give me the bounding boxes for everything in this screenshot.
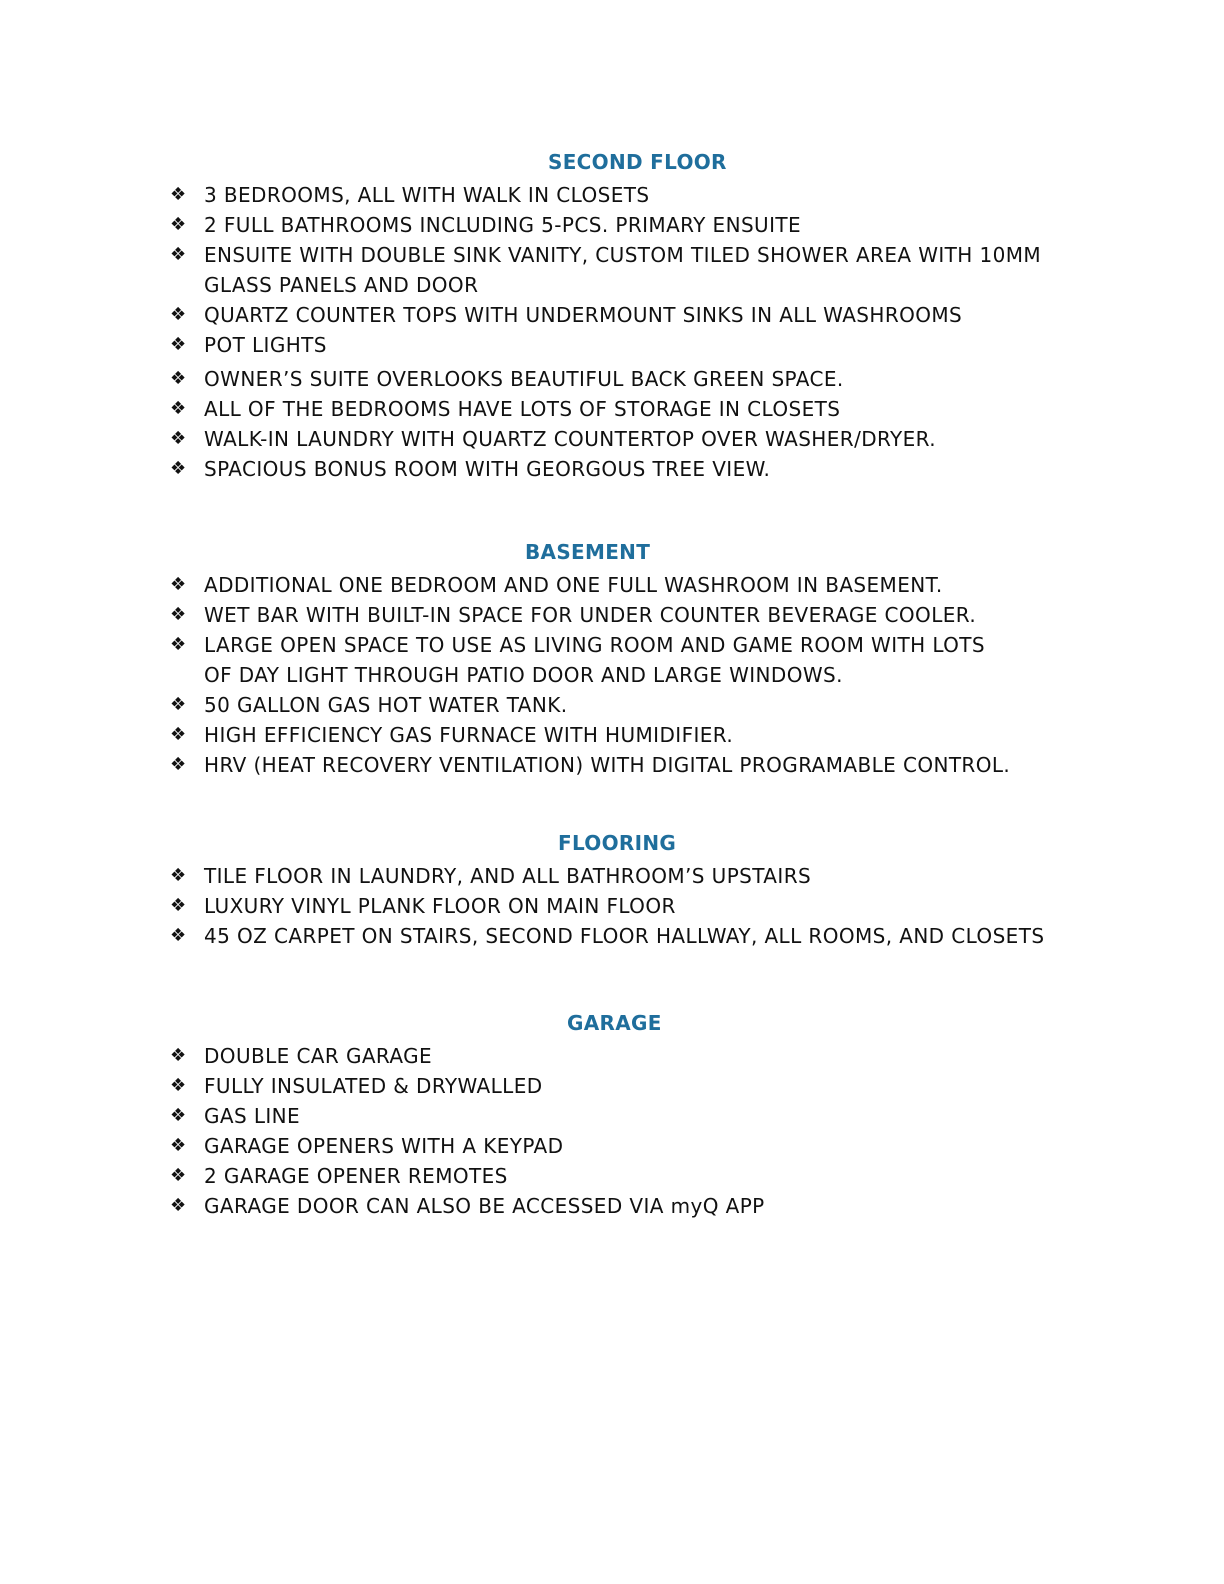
list-item-text: POT LIGHTS	[204, 333, 327, 357]
list-item-text: WALK-IN LAUNDRY WITH QUARTZ COUNTERTOP OVER WASHER/DRYER.	[204, 427, 937, 451]
list-item	[168, 1131, 1098, 1161]
list-item	[168, 424, 1098, 454]
list-item-text: HRV (HEAT RECOVERY VENTILATION) WITH DIGITAL PROGRAMABLE CONTROL.	[204, 753, 1011, 777]
diamond-bullet-icon: ❖	[170, 184, 187, 205]
list-item	[168, 364, 1098, 394]
diamond-bullet-icon: ❖	[170, 754, 187, 775]
list-item	[168, 600, 1098, 630]
diamond-bullet-icon: ❖	[170, 1195, 187, 1216]
feature-list	[168, 180, 1098, 484]
diamond-bullet-icon: ❖	[170, 574, 187, 595]
list-item-text: 45 OZ CARPET ON STAIRS, SECOND FLOOR HALLWAY, ALL ROOMS, AND CLOSETS	[204, 924, 1045, 948]
section-title: BASEMENT	[525, 540, 651, 564]
diamond-bullet-icon: ❖	[170, 694, 187, 715]
diamond-bullet-icon: ❖	[170, 1165, 187, 1186]
list-item	[168, 394, 1098, 424]
list-item-text: ENSUITE WITH DOUBLE SINK VANITY, CUSTOM TILED SHOWER AREA WITH 10MM GLASS PANELS AND DOOR	[204, 243, 1042, 297]
list-item	[168, 210, 1098, 240]
list-item	[168, 300, 1098, 330]
diamond-bullet-icon: ❖	[170, 304, 187, 325]
section-title: SECOND FLOOR	[548, 150, 727, 174]
list-item-text: SPACIOUS BONUS ROOM WITH GEORGOUS TREE VIEW.	[204, 457, 771, 481]
list-item-text: 2 FULL BATHROOMS INCLUDING 5-PCS. PRIMARY ENSUITE	[204, 213, 802, 237]
diamond-bullet-icon: ❖	[170, 398, 187, 419]
list-item	[168, 630, 1014, 690]
feature-list	[168, 570, 1098, 780]
diamond-bullet-icon: ❖	[170, 895, 187, 916]
diamond-bullet-icon: ❖	[170, 1105, 187, 1126]
diamond-bullet-icon: ❖	[170, 1075, 187, 1096]
list-item-text: GARAGE OPENERS WITH A KEYPAD	[204, 1134, 564, 1158]
list-item	[168, 180, 1098, 210]
list-item	[168, 921, 1098, 951]
list-item-text: GARAGE DOOR CAN ALSO BE ACCESSED VIA myQ APP	[204, 1194, 765, 1218]
list-item	[168, 570, 1098, 600]
list-item-text: OWNER’S SUITE OVERLOOKS BEAUTIFUL BACK GREEN SPACE.	[204, 367, 844, 391]
feature-list	[168, 1041, 1098, 1221]
diamond-bullet-icon: ❖	[170, 244, 187, 265]
diamond-bullet-icon: ❖	[170, 458, 187, 479]
diamond-bullet-icon: ❖	[170, 1045, 187, 1066]
feature-list	[168, 861, 1098, 951]
section-title: FLOORING	[558, 831, 677, 855]
list-item	[168, 1041, 1098, 1071]
list-item	[168, 454, 1098, 484]
diamond-bullet-icon: ❖	[170, 724, 187, 745]
list-item	[168, 1071, 1098, 1101]
list-item	[168, 750, 1098, 780]
diamond-bullet-icon: ❖	[170, 925, 187, 946]
list-item	[168, 891, 1098, 921]
list-item	[168, 690, 1098, 720]
list-item-text: QUARTZ COUNTER TOPS WITH UNDERMOUNT SINKS IN ALL WASHROOMS	[204, 303, 963, 327]
diamond-bullet-icon: ❖	[170, 428, 187, 449]
list-item	[168, 1101, 1098, 1131]
list-item	[168, 1191, 1098, 1221]
list-item-text: HIGH EFFICIENCY GAS FURNACE WITH HUMIDIFIER.	[204, 723, 734, 747]
diamond-bullet-icon: ❖	[170, 634, 187, 655]
diamond-bullet-icon: ❖	[170, 1135, 187, 1156]
list-item-text: LUXURY VINYL PLANK FLOOR ON MAIN FLOOR	[204, 894, 676, 918]
list-item-text: FULLY INSULATED & DRYWALLED	[204, 1074, 543, 1098]
list-item-text: ALL OF THE BEDROOMS HAVE LOTS OF STORAGE IN CLOSETS	[204, 397, 841, 421]
list-item-text: 50 GALLON GAS HOT WATER TANK.	[204, 693, 568, 717]
list-item	[168, 720, 1098, 750]
diamond-bullet-icon: ❖	[170, 334, 187, 355]
diamond-bullet-icon: ❖	[170, 865, 187, 886]
diamond-bullet-icon: ❖	[170, 604, 187, 625]
section-title: GARAGE	[567, 1011, 662, 1035]
diamond-bullet-icon: ❖	[170, 214, 187, 235]
list-item-text: ADDITIONAL ONE BEDROOM AND ONE FULL WASHROOM IN BASEMENT.	[204, 573, 943, 597]
list-item-text: DOUBLE CAR GARAGE	[204, 1044, 433, 1068]
list-item-text: WET BAR WITH BUILT-IN SPACE FOR UNDER COUNTER BEVERAGE COOLER.	[204, 603, 977, 627]
diamond-bullet-icon: ❖	[170, 368, 187, 389]
list-item	[168, 330, 1098, 360]
list-item-text: GAS LINE	[204, 1104, 301, 1128]
list-item-text: LARGE OPEN SPACE TO USE AS LIVING ROOM AND GAME ROOM WITH LOTS OF DAY LIGHT THROUGH PATIO DOOR AND LARGE WINDOWS.	[204, 633, 986, 687]
list-item-text: TILE FLOOR IN LAUNDRY, AND ALL BATHROOM’S UPSTAIRS	[204, 864, 812, 888]
list-item-text: 2 GARAGE OPENER REMOTES	[204, 1164, 508, 1188]
list-item-text: 3 BEDROOMS, ALL WITH WALK IN CLOSETS	[204, 183, 650, 207]
list-item	[168, 240, 1098, 300]
list-item	[168, 861, 1098, 891]
list-item	[168, 1161, 1098, 1191]
